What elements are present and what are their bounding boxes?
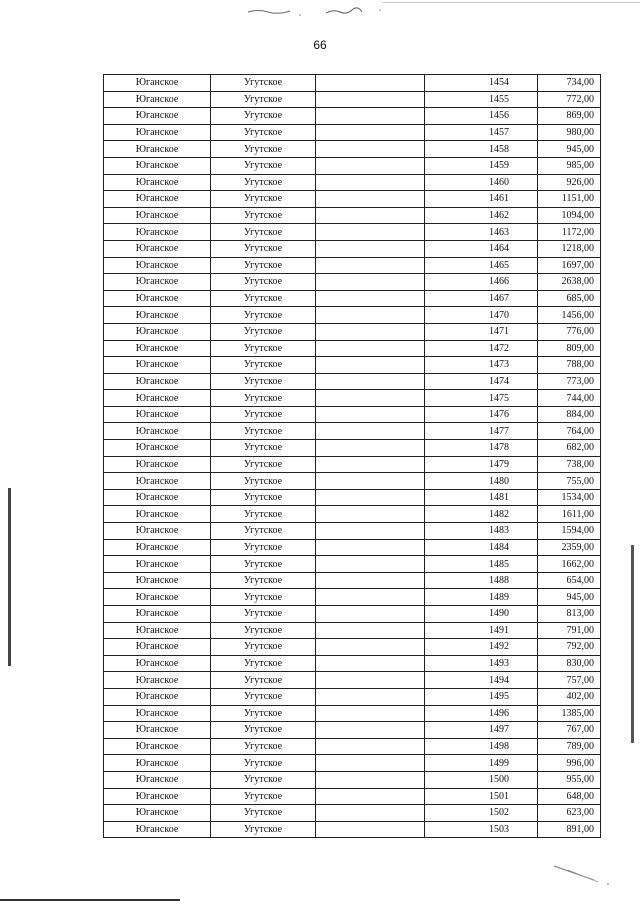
cell-number: 1488 bbox=[425, 572, 538, 589]
cell-license: Угутское bbox=[211, 722, 316, 739]
table-row bbox=[104, 473, 601, 490]
cell-license: Угутское bbox=[211, 738, 316, 755]
table-row bbox=[104, 108, 601, 125]
cell-value: 1094,00 bbox=[538, 207, 601, 224]
cell-value: 926,00 bbox=[538, 174, 601, 191]
cell-field: Юганское bbox=[104, 174, 211, 191]
cell-number: 1498 bbox=[425, 738, 538, 755]
cell-value: 772,00 bbox=[538, 91, 601, 108]
table-row bbox=[104, 191, 601, 208]
cell-blank bbox=[316, 157, 425, 174]
cell-field: Юганское bbox=[104, 556, 211, 573]
table-row bbox=[104, 357, 601, 374]
cell-blank bbox=[316, 390, 425, 407]
table-row bbox=[104, 622, 601, 639]
cell-field: Юганское bbox=[104, 340, 211, 357]
table-row bbox=[104, 506, 601, 523]
cell-field: Юганское bbox=[104, 539, 211, 556]
cell-field: Юганское bbox=[104, 606, 211, 623]
cell-field: Юганское bbox=[104, 440, 211, 457]
table-row bbox=[104, 390, 601, 407]
cell-number: 1485 bbox=[425, 556, 538, 573]
cell-number: 1475 bbox=[425, 390, 538, 407]
cell-blank bbox=[316, 191, 425, 208]
cell-number: 1473 bbox=[425, 357, 538, 374]
cell-field: Юганское bbox=[104, 290, 211, 307]
table-row bbox=[104, 523, 601, 540]
table-row bbox=[104, 639, 601, 656]
cell-value: 980,00 bbox=[538, 124, 601, 141]
table-row bbox=[104, 323, 601, 340]
cell-license: Угутское bbox=[211, 705, 316, 722]
cell-field: Юганское bbox=[104, 257, 211, 274]
cell-number: 1495 bbox=[425, 688, 538, 705]
cell-number: 1492 bbox=[425, 639, 538, 656]
cell-blank bbox=[316, 805, 425, 822]
cell-field: Юганское bbox=[104, 672, 211, 689]
scan-edge-line-top bbox=[382, 2, 640, 3]
cell-blank bbox=[316, 75, 425, 92]
cell-number: 1490 bbox=[425, 606, 538, 623]
cell-license: Угутское bbox=[211, 523, 316, 540]
cell-blank bbox=[316, 755, 425, 772]
table-row bbox=[104, 771, 601, 788]
table-row bbox=[104, 91, 601, 108]
scan-corner-mark bbox=[548, 860, 618, 888]
cell-number: 1462 bbox=[425, 207, 538, 224]
cell-number: 1466 bbox=[425, 274, 538, 291]
cell-license: Угутское bbox=[211, 307, 316, 324]
table-row bbox=[104, 75, 601, 92]
cell-license: Угутское bbox=[211, 805, 316, 822]
table-row bbox=[104, 788, 601, 805]
cell-value: 738,00 bbox=[538, 456, 601, 473]
cell-number: 1474 bbox=[425, 373, 538, 390]
cell-license: Угутское bbox=[211, 556, 316, 573]
cell-value: 2359,00 bbox=[538, 539, 601, 556]
table-row bbox=[104, 688, 601, 705]
cell-number: 1482 bbox=[425, 506, 538, 523]
table-row bbox=[104, 406, 601, 423]
scan-margin-bar-right bbox=[631, 545, 634, 743]
cell-value: 2638,00 bbox=[538, 274, 601, 291]
cell-license: Угутское bbox=[211, 406, 316, 423]
cell-blank bbox=[316, 705, 425, 722]
cell-license: Угутское bbox=[211, 489, 316, 506]
cell-number: 1464 bbox=[425, 240, 538, 257]
scan-edge-line-bottom bbox=[0, 899, 180, 901]
cell-number: 1496 bbox=[425, 705, 538, 722]
cell-license: Угутское bbox=[211, 323, 316, 340]
cell-field: Юганское bbox=[104, 506, 211, 523]
cell-license: Угутское bbox=[211, 639, 316, 656]
cell-field: Юганское bbox=[104, 489, 211, 506]
cell-blank bbox=[316, 655, 425, 672]
cell-blank bbox=[316, 639, 425, 656]
cell-value: 744,00 bbox=[538, 390, 601, 407]
cell-value: 788,00 bbox=[538, 357, 601, 374]
table-row bbox=[104, 274, 601, 291]
cell-field: Юганское bbox=[104, 157, 211, 174]
cell-number: 1454 bbox=[425, 75, 538, 92]
table-row bbox=[104, 606, 601, 623]
table-row bbox=[104, 373, 601, 390]
table-row bbox=[104, 240, 601, 257]
cell-field: Юганское bbox=[104, 390, 211, 407]
cell-blank bbox=[316, 323, 425, 340]
cell-value: 1456,00 bbox=[538, 307, 601, 324]
table-row bbox=[104, 440, 601, 457]
cell-blank bbox=[316, 506, 425, 523]
cell-field: Юганское bbox=[104, 589, 211, 606]
cell-field: Юганское bbox=[104, 423, 211, 440]
cell-field: Юганское bbox=[104, 622, 211, 639]
cell-license: Угутское bbox=[211, 357, 316, 374]
cell-value: 773,00 bbox=[538, 373, 601, 390]
table-row bbox=[104, 224, 601, 241]
cell-value: 813,00 bbox=[538, 606, 601, 623]
table-row bbox=[104, 821, 601, 838]
cell-license: Угутское bbox=[211, 655, 316, 672]
table-row bbox=[104, 423, 601, 440]
cell-field: Юганское bbox=[104, 639, 211, 656]
cell-field: Юганское bbox=[104, 821, 211, 838]
table-row bbox=[104, 174, 601, 191]
cell-blank bbox=[316, 406, 425, 423]
cell-blank bbox=[316, 688, 425, 705]
cell-number: 1491 bbox=[425, 622, 538, 639]
table-row bbox=[104, 539, 601, 556]
cell-number: 1458 bbox=[425, 141, 538, 158]
cell-number: 1493 bbox=[425, 655, 538, 672]
table-row bbox=[104, 722, 601, 739]
cell-number: 1461 bbox=[425, 191, 538, 208]
table-row bbox=[104, 207, 601, 224]
table-body bbox=[104, 75, 601, 838]
cell-blank bbox=[316, 224, 425, 241]
cell-blank bbox=[316, 207, 425, 224]
cell-field: Юганское bbox=[104, 141, 211, 158]
cell-value: 1662,00 bbox=[538, 556, 601, 573]
cell-license: Угутское bbox=[211, 290, 316, 307]
cell-license: Угутское bbox=[211, 207, 316, 224]
page-number: 66 bbox=[313, 38, 327, 52]
table-row bbox=[104, 705, 601, 722]
cell-number: 1501 bbox=[425, 788, 538, 805]
table-row bbox=[104, 141, 601, 158]
cell-blank bbox=[316, 788, 425, 805]
cell-blank bbox=[316, 622, 425, 639]
cell-value: 1218,00 bbox=[538, 240, 601, 257]
table-row bbox=[104, 572, 601, 589]
cell-value: 623,00 bbox=[538, 805, 601, 822]
cell-field: Юганское bbox=[104, 788, 211, 805]
cell-number: 1467 bbox=[425, 290, 538, 307]
table-row bbox=[104, 456, 601, 473]
cell-blank bbox=[316, 440, 425, 457]
cell-number: 1478 bbox=[425, 440, 538, 457]
cell-number: 1477 bbox=[425, 423, 538, 440]
cell-blank bbox=[316, 373, 425, 390]
cell-value: 789,00 bbox=[538, 738, 601, 755]
cell-number: 1500 bbox=[425, 771, 538, 788]
cell-blank bbox=[316, 423, 425, 440]
table-row bbox=[104, 307, 601, 324]
cell-blank bbox=[316, 357, 425, 374]
cell-blank bbox=[316, 124, 425, 141]
cell-field: Юганское bbox=[104, 771, 211, 788]
cell-field: Юганское bbox=[104, 240, 211, 257]
cell-value: 891,00 bbox=[538, 821, 601, 838]
cell-number: 1465 bbox=[425, 257, 538, 274]
cell-value: 996,00 bbox=[538, 755, 601, 772]
cell-value: 1611,00 bbox=[538, 506, 601, 523]
cell-value: 734,00 bbox=[538, 75, 601, 92]
cell-number: 1481 bbox=[425, 489, 538, 506]
cell-license: Угутское bbox=[211, 473, 316, 490]
data-table bbox=[103, 74, 601, 838]
cell-value: 830,00 bbox=[538, 655, 601, 672]
cell-field: Юганское bbox=[104, 722, 211, 739]
cell-blank bbox=[316, 91, 425, 108]
cell-value: 809,00 bbox=[538, 340, 601, 357]
cell-number: 1470 bbox=[425, 307, 538, 324]
cell-number: 1459 bbox=[425, 157, 538, 174]
cell-value: 869,00 bbox=[538, 108, 601, 125]
cell-license: Угутское bbox=[211, 440, 316, 457]
table-row bbox=[104, 655, 601, 672]
cell-number: 1479 bbox=[425, 456, 538, 473]
cell-blank bbox=[316, 307, 425, 324]
cell-number: 1503 bbox=[425, 821, 538, 838]
cell-license: Угутское bbox=[211, 539, 316, 556]
cell-license: Угутское bbox=[211, 91, 316, 108]
table-row bbox=[104, 556, 601, 573]
cell-blank bbox=[316, 606, 425, 623]
cell-value: 402,00 bbox=[538, 688, 601, 705]
cell-blank bbox=[316, 174, 425, 191]
cell-field: Юганское bbox=[104, 108, 211, 125]
cell-value: 757,00 bbox=[538, 672, 601, 689]
cell-blank bbox=[316, 240, 425, 257]
cell-license: Угутское bbox=[211, 257, 316, 274]
cell-license: Угутское bbox=[211, 224, 316, 241]
cell-license: Угутское bbox=[211, 572, 316, 589]
cell-license: Угутское bbox=[211, 788, 316, 805]
cell-value: 1534,00 bbox=[538, 489, 601, 506]
cell-number: 1483 bbox=[425, 523, 538, 540]
cell-field: Юганское bbox=[104, 456, 211, 473]
scan-artifact-marks bbox=[230, 4, 410, 18]
cell-blank bbox=[316, 523, 425, 540]
table-row bbox=[104, 589, 601, 606]
cell-number: 1460 bbox=[425, 174, 538, 191]
cell-field: Юганское bbox=[104, 688, 211, 705]
cell-value: 1385,00 bbox=[538, 705, 601, 722]
cell-blank bbox=[316, 108, 425, 125]
table-row bbox=[104, 738, 601, 755]
cell-blank bbox=[316, 274, 425, 291]
cell-license: Угутское bbox=[211, 672, 316, 689]
cell-field: Юганское bbox=[104, 755, 211, 772]
cell-blank bbox=[316, 672, 425, 689]
cell-value: 985,00 bbox=[538, 157, 601, 174]
cell-license: Угутское bbox=[211, 390, 316, 407]
cell-value: 764,00 bbox=[538, 423, 601, 440]
cell-license: Угутское bbox=[211, 274, 316, 291]
cell-number: 1497 bbox=[425, 722, 538, 739]
cell-field: Юганское bbox=[104, 307, 211, 324]
cell-number: 1456 bbox=[425, 108, 538, 125]
table-row bbox=[104, 805, 601, 822]
cell-value: 682,00 bbox=[538, 440, 601, 457]
cell-license: Угутское bbox=[211, 108, 316, 125]
scan-margin-bar-left bbox=[8, 488, 11, 666]
cell-value: 791,00 bbox=[538, 622, 601, 639]
cell-blank bbox=[316, 141, 425, 158]
cell-number: 1489 bbox=[425, 589, 538, 606]
cell-number: 1480 bbox=[425, 473, 538, 490]
cell-field: Юганское bbox=[104, 91, 211, 108]
cell-license: Угутское bbox=[211, 75, 316, 92]
cell-blank bbox=[316, 738, 425, 755]
cell-number: 1457 bbox=[425, 124, 538, 141]
cell-number: 1476 bbox=[425, 406, 538, 423]
cell-value: 776,00 bbox=[538, 323, 601, 340]
cell-value: 955,00 bbox=[538, 771, 601, 788]
cell-field: Юганское bbox=[104, 738, 211, 755]
cell-license: Угутское bbox=[211, 157, 316, 174]
cell-field: Юганское bbox=[104, 805, 211, 822]
cell-license: Угутское bbox=[211, 373, 316, 390]
cell-field: Юганское bbox=[104, 655, 211, 672]
cell-number: 1471 bbox=[425, 323, 538, 340]
cell-value: 685,00 bbox=[538, 290, 601, 307]
cell-number: 1463 bbox=[425, 224, 538, 241]
cell-blank bbox=[316, 539, 425, 556]
table-row bbox=[104, 489, 601, 506]
table-row bbox=[104, 340, 601, 357]
cell-field: Юганское bbox=[104, 191, 211, 208]
cell-field: Юганское bbox=[104, 323, 211, 340]
table-row bbox=[104, 257, 601, 274]
cell-field: Юганское bbox=[104, 473, 211, 490]
cell-license: Угутское bbox=[211, 821, 316, 838]
cell-field: Юганское bbox=[104, 207, 211, 224]
cell-field: Юганское bbox=[104, 373, 211, 390]
cell-blank bbox=[316, 589, 425, 606]
table-row bbox=[104, 672, 601, 689]
cell-license: Угутское bbox=[211, 124, 316, 141]
cell-license: Угутское bbox=[211, 688, 316, 705]
cell-license: Угутское bbox=[211, 141, 316, 158]
table-row bbox=[104, 157, 601, 174]
cell-field: Юганское bbox=[104, 705, 211, 722]
cell-value: 1594,00 bbox=[538, 523, 601, 540]
cell-blank bbox=[316, 290, 425, 307]
table-row bbox=[104, 755, 601, 772]
cell-field: Юганское bbox=[104, 523, 211, 540]
cell-value: 648,00 bbox=[538, 788, 601, 805]
cell-field: Юганское bbox=[104, 357, 211, 374]
cell-blank bbox=[316, 821, 425, 838]
cell-license: Угутское bbox=[211, 755, 316, 772]
cell-field: Юганское bbox=[104, 406, 211, 423]
cell-number: 1499 bbox=[425, 755, 538, 772]
cell-license: Угутское bbox=[211, 506, 316, 523]
cell-blank bbox=[316, 572, 425, 589]
cell-value: 1697,00 bbox=[538, 257, 601, 274]
cell-value: 884,00 bbox=[538, 406, 601, 423]
cell-number: 1502 bbox=[425, 805, 538, 822]
cell-blank bbox=[316, 489, 425, 506]
cell-value: 792,00 bbox=[538, 639, 601, 656]
cell-number: 1494 bbox=[425, 672, 538, 689]
cell-value: 767,00 bbox=[538, 722, 601, 739]
cell-license: Угутское bbox=[211, 622, 316, 639]
cell-number: 1472 bbox=[425, 340, 538, 357]
cell-blank bbox=[316, 340, 425, 357]
cell-license: Угутское bbox=[211, 340, 316, 357]
cell-blank bbox=[316, 456, 425, 473]
cell-field: Юганское bbox=[104, 274, 211, 291]
cell-blank bbox=[316, 556, 425, 573]
cell-field: Юганское bbox=[104, 572, 211, 589]
cell-blank bbox=[316, 722, 425, 739]
cell-field: Юганское bbox=[104, 224, 211, 241]
cell-field: Юганское bbox=[104, 75, 211, 92]
cell-license: Угутское bbox=[211, 606, 316, 623]
cell-field: Юганское bbox=[104, 124, 211, 141]
cell-value: 755,00 bbox=[538, 473, 601, 490]
cell-value: 945,00 bbox=[538, 141, 601, 158]
table-row bbox=[104, 290, 601, 307]
cell-license: Угутское bbox=[211, 191, 316, 208]
cell-value: 1151,00 bbox=[538, 191, 601, 208]
cell-blank bbox=[316, 257, 425, 274]
cell-blank bbox=[316, 473, 425, 490]
cell-number: 1455 bbox=[425, 91, 538, 108]
cell-value: 1172,00 bbox=[538, 224, 601, 241]
cell-blank bbox=[316, 771, 425, 788]
cell-license: Угутское bbox=[211, 456, 316, 473]
cell-license: Угутское bbox=[211, 423, 316, 440]
cell-license: Угутское bbox=[211, 771, 316, 788]
cell-license: Угутское bbox=[211, 240, 316, 257]
cell-license: Угутское bbox=[211, 589, 316, 606]
cell-number: 1484 bbox=[425, 539, 538, 556]
cell-value: 654,00 bbox=[538, 572, 601, 589]
table-row bbox=[104, 124, 601, 141]
cell-license: Угутское bbox=[211, 174, 316, 191]
cell-value: 945,00 bbox=[538, 589, 601, 606]
